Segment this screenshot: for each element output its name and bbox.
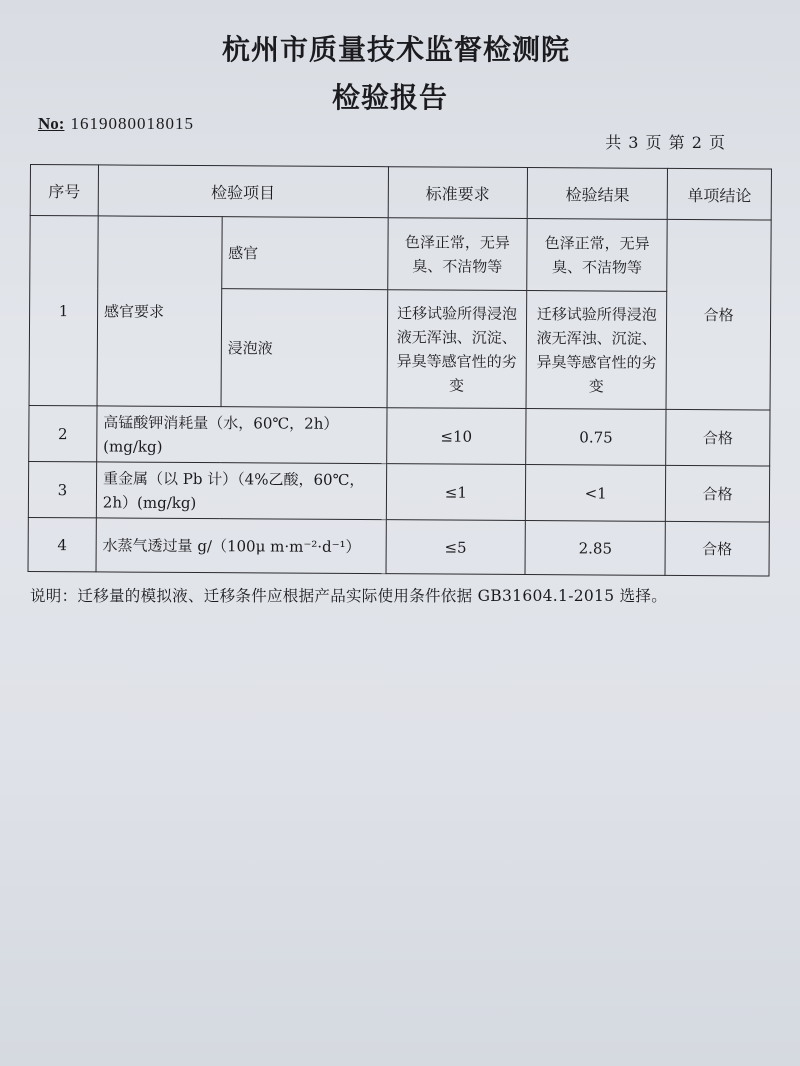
- table-row: [28, 461, 769, 522]
- row4-conclusion: 合格: [665, 521, 769, 576]
- row3-seq: 3: [28, 461, 96, 517]
- row1-sub1-standard: 色泽正常，无异臭、不洁物等: [387, 218, 527, 291]
- report-number: [38, 114, 194, 134]
- row4-standard: ≤5: [386, 520, 526, 575]
- table-row: [28, 517, 769, 576]
- row4-item: 水蒸气透过量 g/（100μ m·m⁻²·d⁻¹）: [96, 518, 386, 574]
- row1-sub2-standard: 迁移试验所得浸泡液无浑浊、沉淀、异臭等感官性的劣变: [387, 290, 528, 409]
- row2-seq: 2: [29, 405, 97, 461]
- row2-result: 0.75: [526, 409, 666, 466]
- table-row: [30, 216, 771, 293]
- row3-standard: ≤1: [386, 464, 526, 521]
- row1-sub2-name: 浸泡液: [221, 289, 387, 408]
- row1-sub1-name: 感官: [221, 217, 387, 290]
- row3-conclusion: 合格: [665, 465, 769, 522]
- row2-standard: ≤10: [386, 408, 526, 465]
- row2-item: 高锰酸钾消耗量（水，60℃，2h）(mg/kg): [97, 406, 387, 464]
- row1-item: 感官要求: [97, 216, 222, 407]
- row4-seq: 4: [28, 517, 96, 571]
- row1-sub1-result: 色泽正常，无异臭、不洁物等: [527, 219, 667, 292]
- row3-result: <1: [526, 465, 666, 522]
- report-title: 检验报告: [331, 81, 448, 114]
- table-row: [29, 405, 770, 466]
- row1-sub2-result: 迁移试验所得浸泡液无浑浊、沉淀、异臭等感官性的劣变: [526, 291, 667, 410]
- row1-conclusion: 合格: [666, 219, 771, 410]
- report-number-label: No:: [38, 114, 65, 133]
- header-seq: 序号: [30, 165, 98, 216]
- header-result: 检验结果: [527, 168, 667, 220]
- header-item: 检验项目: [98, 165, 388, 218]
- header-standard: 标准要求: [388, 167, 528, 219]
- institute-title: 杭州市质量技术监督检测院: [221, 33, 570, 66]
- report-number-value: 1619080018015: [70, 114, 194, 133]
- footnote: 说明：迁移量的模拟液、迁移条件应根据产品实际使用条件依据 GB31604.1-2015 选择。: [30, 587, 668, 605]
- row2-conclusion: 合格: [666, 409, 770, 466]
- row3-item: 重金属（以 Pb 计）（4%乙酸，60℃，2h）(mg/kg): [96, 462, 386, 520]
- row1-seq: 1: [29, 216, 98, 406]
- header-conclusion: 单项结论: [667, 168, 771, 220]
- inspection-table: [28, 164, 772, 577]
- row4-result: 2.85: [525, 521, 665, 576]
- table-header-row: [30, 165, 771, 221]
- page-indicator: 共 3 页 第 2 页: [605, 133, 726, 152]
